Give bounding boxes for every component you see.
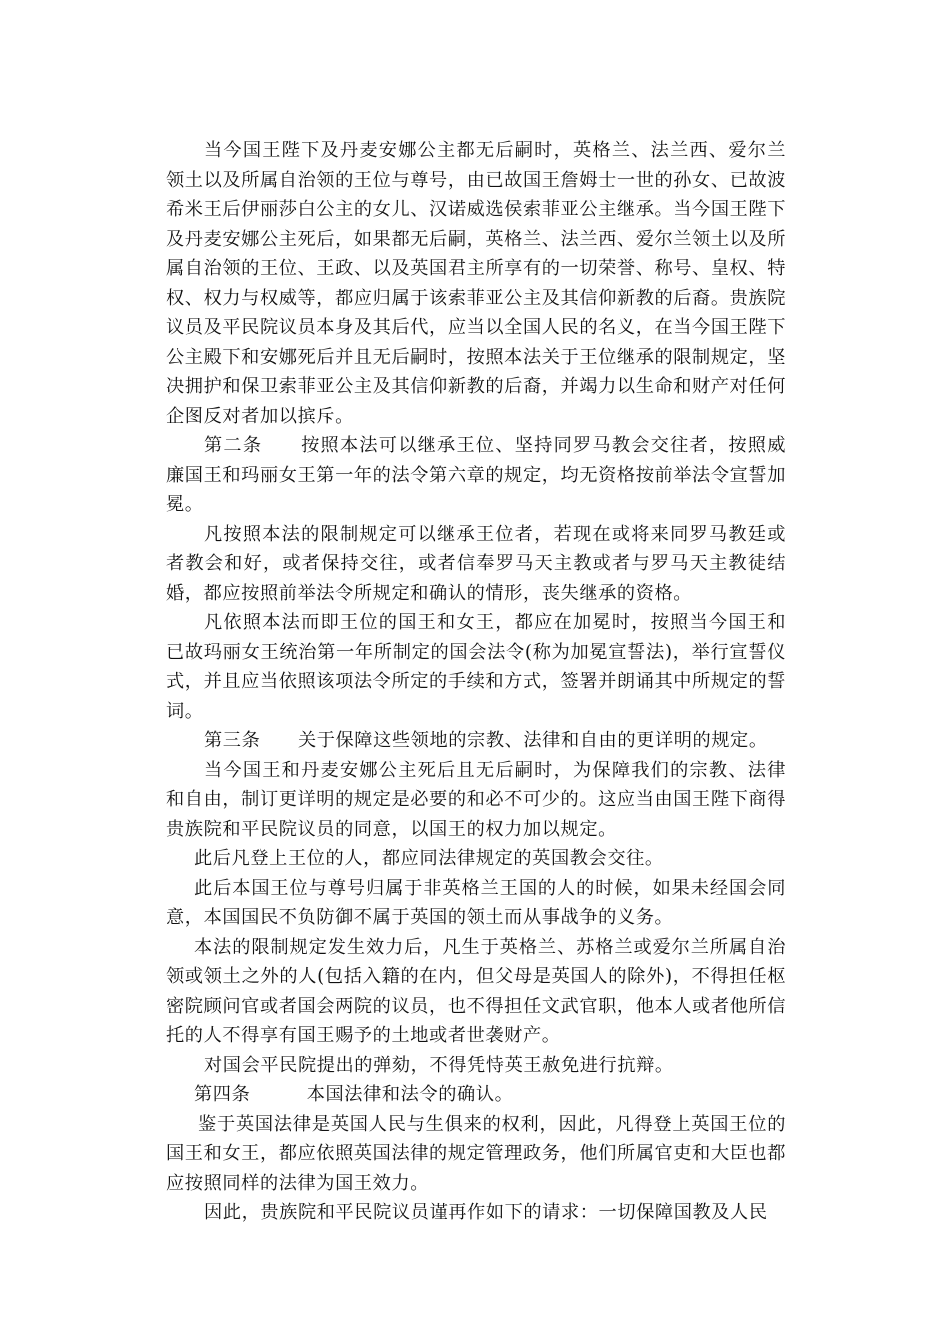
paragraph-foreign-born: 本法的限制规定发生效力后，凡生于英格兰、苏格兰或爱尔兰所属自治领或领土之外的人(包括入籍的在内，但父母是英国人的除外)，不得担任枢密院顾问官或者国会两院的议员，也不得担任文武官职，他本人或者他所信托的人不得享有国王赐予的土地或者世袭财产。: [166, 936, 786, 1046]
paragraph-further-request: 因此，贵族院和平民院议员谨再作如下的请求：一切保障国教及人民: [204, 1202, 768, 1223]
paragraph-succession: 当今国王陛下及丹麦安娜公主都无后嗣时，英格兰、法兰西、爱尔兰领土以及所属自治领的王位与尊号，由已故国王詹姆士一世的孙女、已故波希米王后伊丽莎白公主的女儿、汉诺威选侯索菲亚公主继承。当今国王陛下及丹麦安娜公主死后，如果都无后嗣，英格兰、法兰西、爱尔兰领土以及所属自治领的王位、王政、以及英国君主所享有的一切荣誉、称号、皇权、特权、权力与权威等，都应归属于该索菲亚公主及其信仰新教的后裔。贵族院议员及平民院议员本身及其后代，应当以全国人民的名义，在当今国王陛下公主殿下和安娜死后并且无后嗣时，按照本法关于王位继承的限制规定，坚决拥护和保卫索菲亚公主及其信仰新教的后裔，并竭力以生命和财产对任何企图反对者加以摈斥。: [166, 140, 786, 427]
paragraph-war-obligation: 此后本国王位与尊号归属于非英格兰王国的人的时候，如果未经国会同意，本国国民不负防御不属于英国的领土而从事战争的义务。: [166, 877, 786, 928]
paragraph-catholic-exclusion: 凡按照本法的限制规定可以继承王位者，若现在或将来同罗马教廷或者教会和好，或者保持交往，或者信奉罗马天主教或者与罗马天主教徒结婚，都应按照前举法令所规定和确认的情形，丧失继承的资格。: [166, 523, 786, 604]
paragraph-impeachment: 对国会平民院提出的弹劾，不得凭恃英王赦免进行抗辩。: [204, 1054, 674, 1076]
paragraph-article-2: 第二条 按照本法可以继承王位、坚持同罗马教会交往者，按照威廉国王和玛丽女王第一年的法令第六章的规定，均无资格按前举法令宣誓加冕。: [166, 435, 786, 515]
paragraph-article-3-body: 当今国王和丹麦安娜公主死后且无后嗣时，为保障我们的宗教、法律和自由，制订更详明的规定是必要的和必不可少的。这应当由国王陛下商得贵族院和平民院议员的同意，以国王的权力加以规定。: [166, 759, 786, 840]
paragraph-coronation-oath: 凡依照本法而即王位的国王和女王，都应在加冕时，按照当今国王和已故玛丽女王统治第一年所制定的国会法令(称为加冕宣誓法)，举行宣誓仪式，并且应当依照该项法令所定的手续和方式，签署并朗诵其中所规定的誓词。: [166, 612, 786, 722]
paragraph-church-communion: 此后凡登上王位的人，都应同法律规定的英国教会交往。: [194, 848, 664, 869]
paragraph-article-3-heading: 第三条 关于保障这些领地的宗教、法律和自由的更详明的规定。: [204, 730, 768, 751]
paragraph-article-4-heading: 第四条 本国法律和法令的确认。: [194, 1084, 514, 1105]
document-body: [166, 136, 786, 1228]
paragraph-article-4-body: 鉴于英国法律是英国人民与生俱来的权利，因此，凡得登上英国王位的国王和女王，都应依照英国法律的规定管理政务，他们所属官吏和大臣也都应按照同样的法律为国王效力。: [166, 1113, 786, 1194]
